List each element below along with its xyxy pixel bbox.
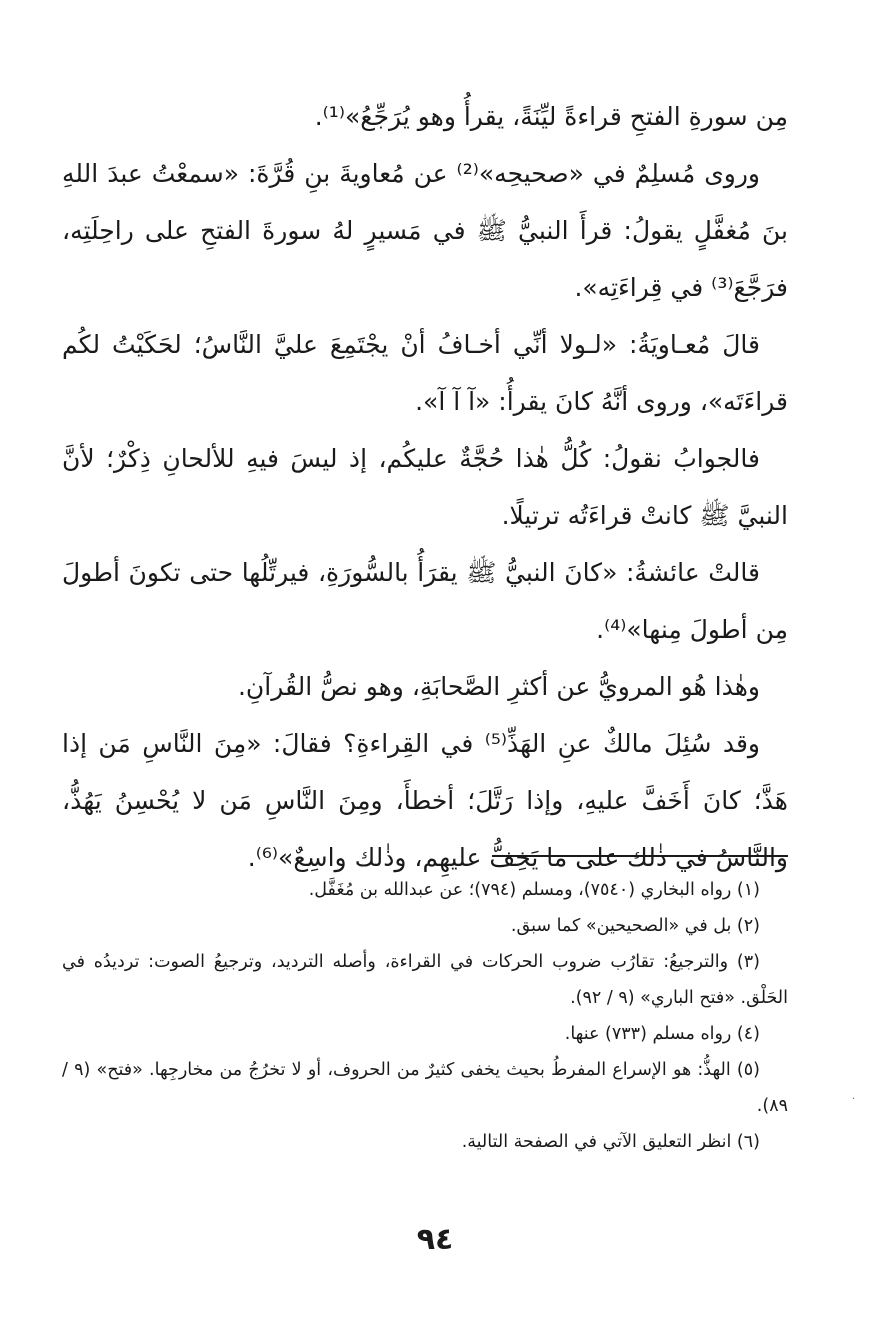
- page-number: ٩٤: [416, 1222, 454, 1257]
- footnote-2: (٢) بل في «الصحيحين» كما سبق.: [510, 916, 760, 936]
- footnote-separator: [492, 855, 788, 857]
- paragraph-1: مِن سورةِ الفتحِ قراءةً ليِّنَةً، يقرأُ وهو يُرَجِّعُ»⁽¹⁾.: [314, 102, 788, 131]
- paragraph-5: قالتْ عائشةُ: «كانَ النبيُّ ﷺ يقرَأُ بالسُّورَةِ، فيرتِّلُها حتى تكونَ أطولَ مِن أطولَ مِنها»⁽⁴⁾.: [62, 558, 788, 644]
- footnote-1: (١) رواه البخاري (٧٥٤٠)، ومسلم (٧٩٤)؛ عن عبدالله بن مُغَفَّل.: [308, 880, 760, 900]
- main-text: [62, 88, 788, 886]
- scan-speck: ·: [852, 1094, 856, 1105]
- footnote-5: (٥) الهذُّ: هو الإسراع المفرطُ بحيث يخفى كثيرٌ من الحروف، أو لا تخرُجُ من مخارجِها. «فتح» (٩ / ٨٩).: [62, 1060, 788, 1116]
- footnote-3: (٣) والترجيعُ: تقارُب ضروب الحركات في القراءة، وأصله الترديد، وترجيعُ الصوت: ترديدُه في الحَلْق. «فتح الباري» (٩ / ٩٢).: [62, 952, 788, 1008]
- paragraph-6: وهٰذا هُو المرويُّ عن أكثرِ الصَّحابَةِ، وهو نصُّ القُرآنِ.: [237, 672, 760, 701]
- paragraph-4: فالجوابُ نقولُ: كُلُّ هٰذا حُجَّةٌ عليكُم، إذ ليسَ فيهِ للألحانِ ذِكْرٌ؛ لأنَّ النبيَّ ﷺ كانتْ قراءَتُه ترتيلًا.: [62, 444, 788, 530]
- footnote-6: (٦) انظر التعليق الآتي في الصفحة التالية.: [461, 1132, 760, 1152]
- paragraph-2: وروى مُسلِمٌ في «صحيحِه»⁽²⁾ عن مُعاويةَ بنِ قُرَّةَ: «سمعْتُ عبدَ اللهِ بنَ مُغفَّلٍ يقولُ: قرأَ النبيُّ ﷺ في مَسيرٍ لهُ سورةَ الفتحِ على راحِلَتِه، فرَجَّعَ⁽³⁾ في قِراءَتِه».: [62, 159, 788, 302]
- footnotes: [62, 872, 788, 1160]
- paragraph-3: قالَ مُعـاويَةُ: «لـولا أنِّي أخـافُ أنْ يجْتَمِعَ عليَّ النَّاسُ؛ لحَكَيْتُ لكُم قراءَتَه»، وروى أنَّهُ كانَ يقرأُ: «آ آ آ».: [62, 330, 788, 416]
- footnote-4: (٤) رواه مسلم (٧٣٣) عنها.: [564, 1024, 760, 1044]
- paragraph-7: وقد سُئِلَ مالكٌ عنِ الهَذِّ⁽⁵⁾ في القِراءةِ؟ فقالَ: «مِنَ النَّاسِ مَن إذا هَذَّ؛ كانَ أَخَفَّ عليهِ، وإذا رَتَّلَ؛ أخطأَ، ومِنَ النَّاسِ مَن لا يُحْسِنُ يَهُذُّ، والنَّاسُ في ذٰلك على ما يَخِفُّ عليهِم، وذٰلك واسِعٌ»⁽⁶⁾.: [62, 729, 788, 872]
